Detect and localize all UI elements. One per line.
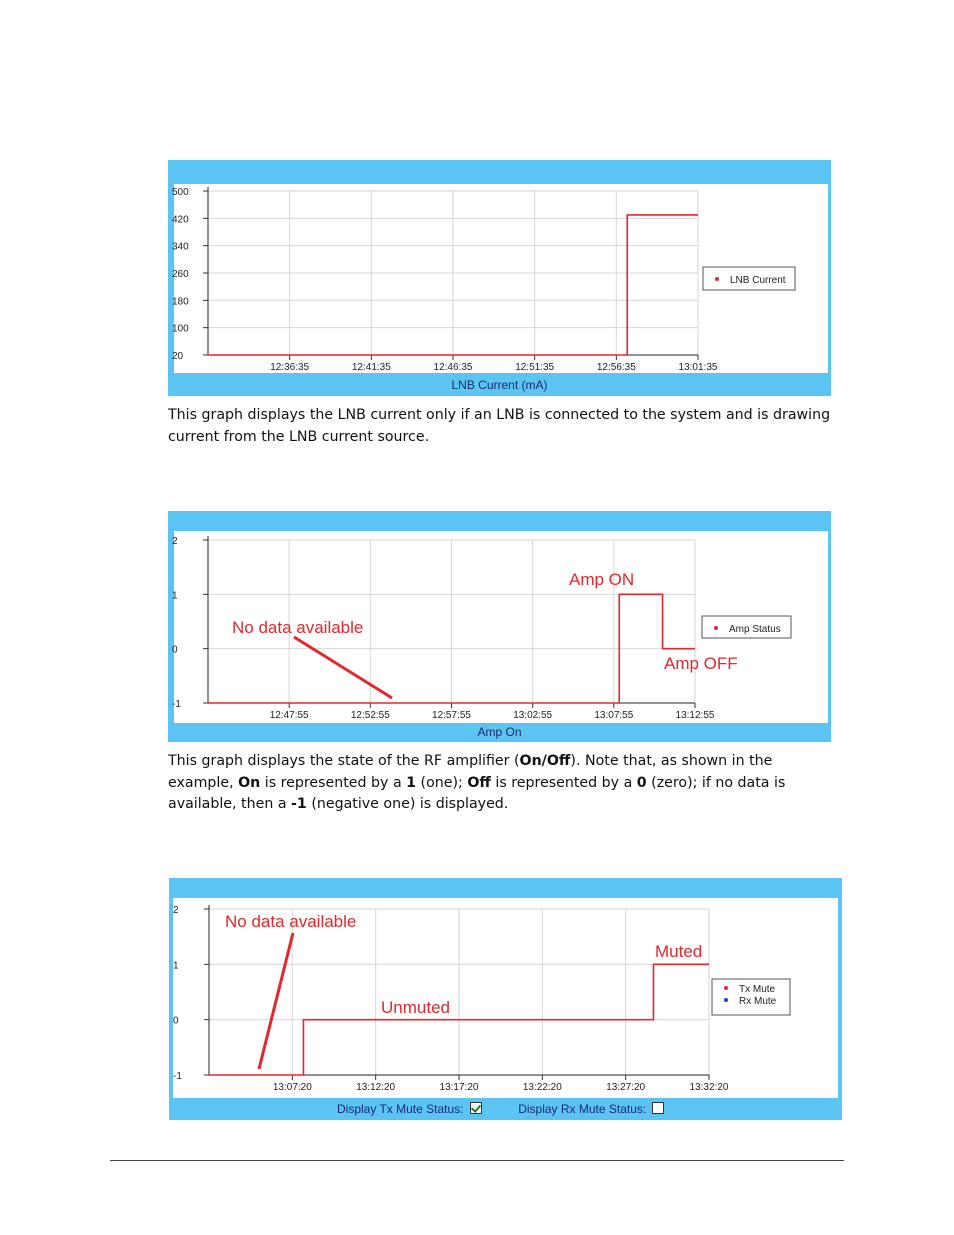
tx-mute-status-label: Display Tx Mute Status: xyxy=(337,1102,464,1116)
x-tick-label: 12:36:35 xyxy=(270,362,310,373)
text: (zero); if no data is available, then a xyxy=(168,774,786,812)
y-tick-label: 2 xyxy=(173,905,179,916)
text: is represented by a xyxy=(260,774,407,791)
x-tick-label: 13:17:20 xyxy=(439,1082,479,1093)
amp-status-description xyxy=(168,751,838,816)
lnb-current-caption: LNB Current (mA) xyxy=(451,378,548,392)
text-bold: On/Off xyxy=(519,753,571,769)
legend-marker xyxy=(724,986,728,990)
y-tick-label: 500 xyxy=(172,187,189,198)
x-tick-label: 12:56:35 xyxy=(596,362,636,373)
amp-status-chart xyxy=(168,511,831,742)
lnb-current-chart-panel xyxy=(168,160,831,396)
annotation-label: Unmuted xyxy=(381,998,450,1017)
y-tick-label: 0 xyxy=(172,644,178,656)
x-tick-label: 13:32:20 xyxy=(689,1082,729,1093)
text-bold: 1 xyxy=(406,774,417,791)
y-tick-label: 1 xyxy=(173,960,179,972)
text: is represented by a xyxy=(490,774,637,791)
legend-label: Amp Status xyxy=(729,624,781,635)
annotation-label: No data available xyxy=(225,912,357,931)
x-tick-label: 12:52:55 xyxy=(350,710,390,721)
rx-mute-status-label: Display Rx Mute Status: xyxy=(518,1102,647,1116)
y-tick-label: 180 xyxy=(172,296,189,308)
annotation-label: Amp OFF xyxy=(664,654,738,673)
text-bold: -1 xyxy=(291,796,307,812)
mute-display-controls xyxy=(337,1102,664,1116)
lnb-current-chart xyxy=(168,160,831,396)
x-tick-label: 13:01:35 xyxy=(678,362,718,373)
y-tick-label: 100 xyxy=(172,323,189,335)
legend-marker xyxy=(714,626,718,630)
x-tick-label: 12:57:55 xyxy=(432,710,471,721)
x-tick-label: 13:07:55 xyxy=(594,710,634,721)
x-tick-label: 13:12:20 xyxy=(356,1082,396,1093)
y-tick-label: 20 xyxy=(172,351,184,362)
x-tick-label: 12:51:35 xyxy=(515,362,555,373)
x-tick-label: 13:07:20 xyxy=(272,1082,312,1093)
mute-status-chart xyxy=(169,878,842,1120)
annotation-label: No data available xyxy=(232,618,364,637)
text-bold: Off xyxy=(467,774,491,791)
text-bold: 0 xyxy=(636,774,647,791)
x-tick-label: 12:47:55 xyxy=(269,710,309,721)
annotation-label: Amp ON xyxy=(569,570,635,589)
lnb-current-description: This graph displays the LNB current only if an LNB is connected to the system and is drawing current from the LNB current source. xyxy=(168,407,831,445)
footer-rule xyxy=(110,1160,844,1161)
amp-status-chart-panel xyxy=(168,511,831,742)
x-tick-label: 12:46:35 xyxy=(433,362,473,373)
y-tick-label: 0 xyxy=(173,1015,179,1027)
text-bold: On xyxy=(238,774,261,791)
mute-status-chart-panel xyxy=(169,878,842,1120)
text: This graph displays the state of the RF amplifier ( xyxy=(168,753,520,769)
tx-mute-status-checkbox[interactable] xyxy=(470,1102,482,1114)
y-tick-label: 340 xyxy=(172,241,189,253)
legend-label: Rx Mute xyxy=(739,996,777,1007)
y-tick-label: -1 xyxy=(172,699,181,710)
y-tick-label: 1 xyxy=(172,590,178,602)
legend-label: Tx Mute xyxy=(739,984,776,995)
text: (negative one) is displayed. xyxy=(306,796,509,812)
x-tick-label: 13:12:55 xyxy=(675,710,715,721)
text: (one); xyxy=(416,774,468,791)
x-tick-label: 13:27:20 xyxy=(606,1082,646,1093)
rx-mute-status-checkbox[interactable] xyxy=(652,1102,664,1114)
legend-label: LNB Current xyxy=(730,275,786,286)
y-tick-label: -1 xyxy=(173,1071,182,1082)
text: ). Note that, as shown in the example, xyxy=(168,753,773,791)
x-tick-label: 13:02:55 xyxy=(513,710,553,721)
x-tick-label: 13:22:20 xyxy=(522,1082,562,1093)
annotation-label: Muted xyxy=(655,942,703,961)
x-tick-label: 12:41:35 xyxy=(351,362,391,373)
y-tick-label: 260 xyxy=(172,269,189,280)
y-tick-label: 2 xyxy=(172,536,178,547)
legend-marker xyxy=(715,277,719,281)
legend-marker xyxy=(724,998,728,1002)
amp-status-caption: Amp On xyxy=(477,725,522,739)
y-tick-label: 420 xyxy=(172,214,189,226)
